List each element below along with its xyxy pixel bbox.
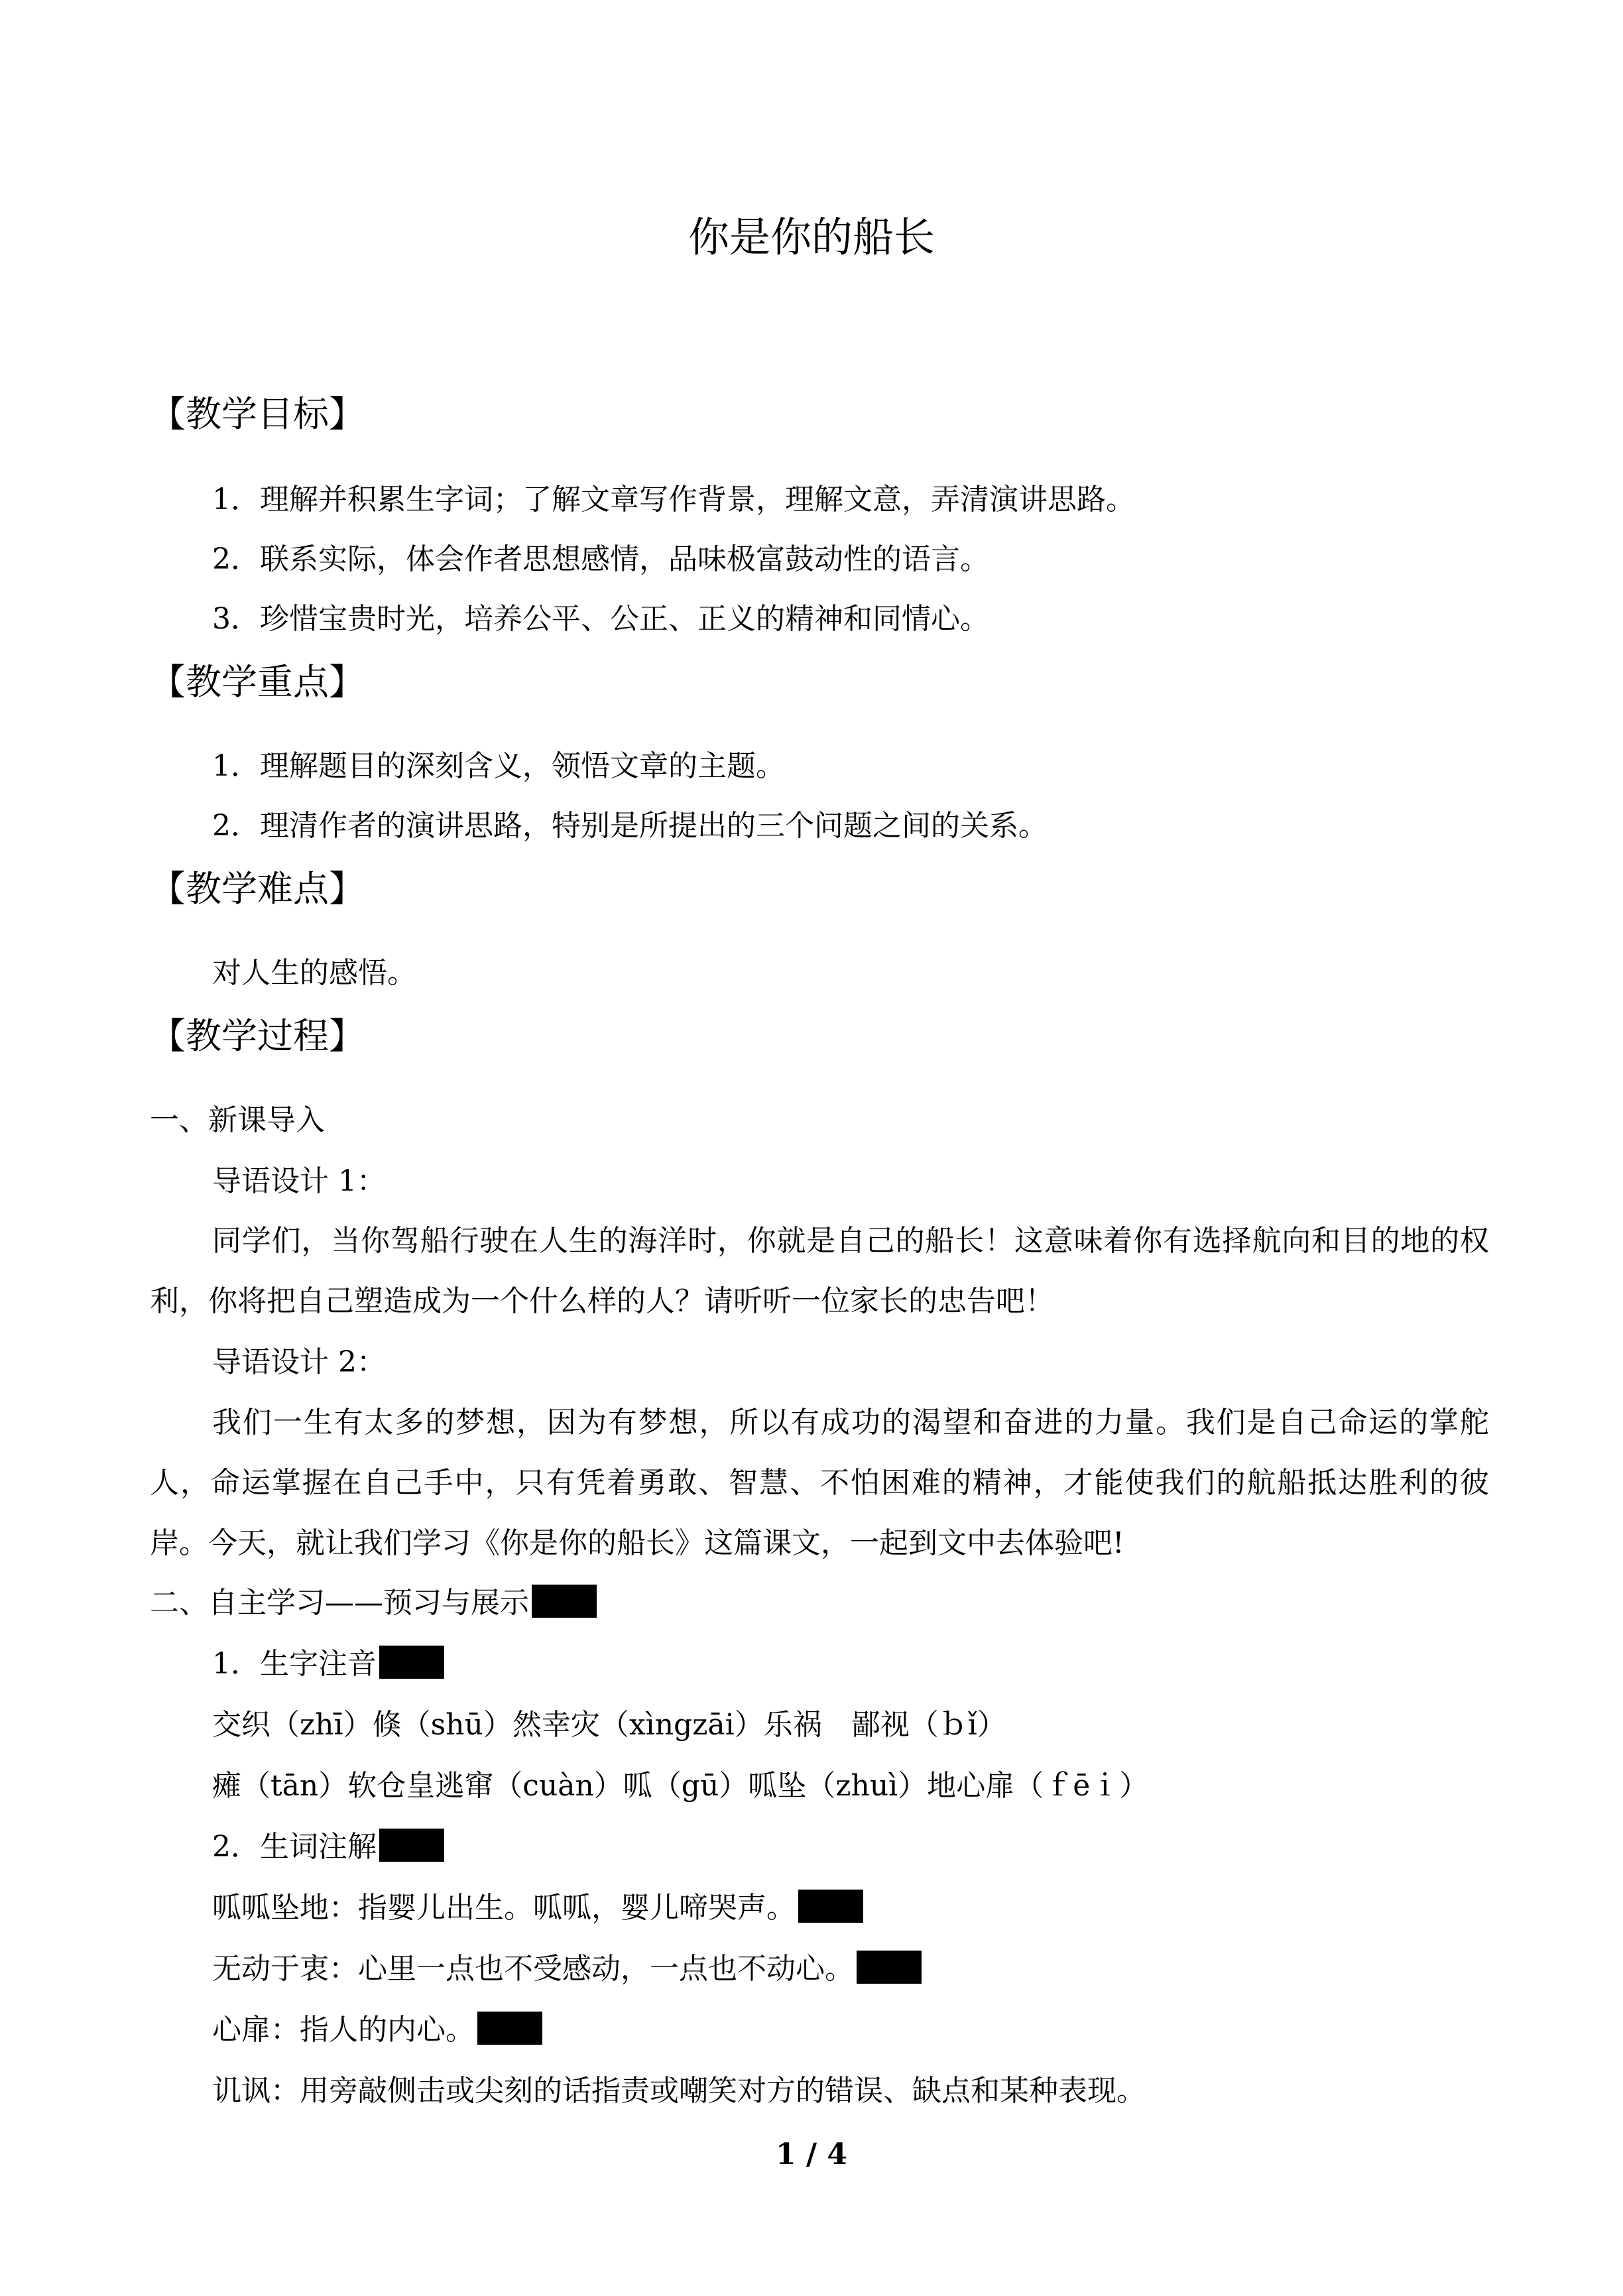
redaction-mark (798, 1890, 863, 1923)
intro1-label: 导语设计 1： (212, 1164, 386, 1198)
objective-item-3: 3．珍惜宝贵时光，培养公平、公正、正义的精神和同情心。 (212, 602, 989, 636)
vocab-title: 2．生词注解 (212, 1830, 377, 1864)
vocab-item-1: 呱呱坠地：指婴儿出生。呱呱，婴儿啼哭声。 (212, 1891, 796, 1925)
redaction-mark (477, 2012, 542, 2045)
objective-item-1: 1．理解并积累生字词；了解文章写作背景，理解文意，弄清演讲思路。 (212, 483, 1135, 516)
key-point-item-2: 2．理清作者的演讲思路，特别是所提出的三个问题之间的关系。 (212, 809, 1048, 843)
vocab-item-2: 无动于衷：心里一点也不受感动，一点也不动心。 (212, 1952, 854, 1986)
vocab-item-1-line (212, 1888, 863, 1928)
vocab-title-line (212, 1827, 444, 1867)
intro2-label: 导语设计 2： (212, 1345, 386, 1379)
part1-title: 一、新课导入 (150, 1103, 325, 1137)
intro1-text: 同学们，当你驾船行驶在人生的海洋时，你就是自己的船长！这意味着你有选择航向和目的地的权利，你将把自己塑造成为一个什么样的人？请听听一位家长的忠告吧！ (150, 1224, 1489, 1318)
difficulty-text: 对人生的感悟。 (212, 956, 416, 990)
part2-title: 二、自主学习——预习与展示 (150, 1586, 529, 1620)
intro2-text: 我们一生有太多的梦想，因为有梦想，所以有成功的渴望和奋进的力量。我们是自己命运的掌舵人，命运掌握在自己手中，只有凭着勇敢、智慧、不怕困难的精神，才能使我们的航船抵达胜利的彼岸。今天，就让我们学习《你是你的船长》这篇课文，一起到文中去体验吧! (150, 1406, 1489, 1560)
document-title: 你是你的船长 (688, 213, 935, 261)
pinyin-line-1: 交织（zhī）倏（shū）然幸灾（xìngzāi）乐祸 鄙视（ｂǐ） (212, 1708, 1006, 1742)
vocab-item-3: 心扉：指人的内心。 (212, 2013, 475, 2047)
part2-title-line (150, 1583, 597, 1623)
pinyin-title: 1．生字注音 (212, 1647, 377, 1681)
redaction-mark (857, 1951, 922, 1984)
pinyin-line-2: 瘫（tān）软仓皇逃窜（cuàn）呱（gū）呱坠（zhuì）地心扉（ｆēｉ） (212, 1769, 1149, 1803)
vocab-item-3-line (212, 2010, 542, 2050)
redaction-mark (532, 1585, 597, 1618)
redaction-mark (379, 1829, 444, 1862)
key-point-item-1: 1．理解题目的深刻含义，领悟文章的主题。 (212, 749, 785, 783)
vocab-item-2-line (212, 1949, 922, 1989)
heading-difficulty: 【教学难点】 (150, 868, 365, 910)
page-number: 1 / 4 (776, 2138, 847, 2171)
objective-item-2: 2．联系实际，体会作者思想感情，品味极富鼓动性的语言。 (212, 542, 989, 576)
pinyin-title-line (212, 1644, 444, 1684)
heading-process: 【教学过程】 (150, 1015, 365, 1057)
redaction-mark (379, 1646, 444, 1679)
heading-key-points: 【教学重点】 (150, 661, 365, 703)
heading-objectives: 【教学目标】 (150, 393, 365, 435)
vocab-item-4: 讥讽：用旁敲侧击或尖刻的话指责或嘲笑对方的错误、缺点和某种表现。 (212, 2074, 1146, 2108)
